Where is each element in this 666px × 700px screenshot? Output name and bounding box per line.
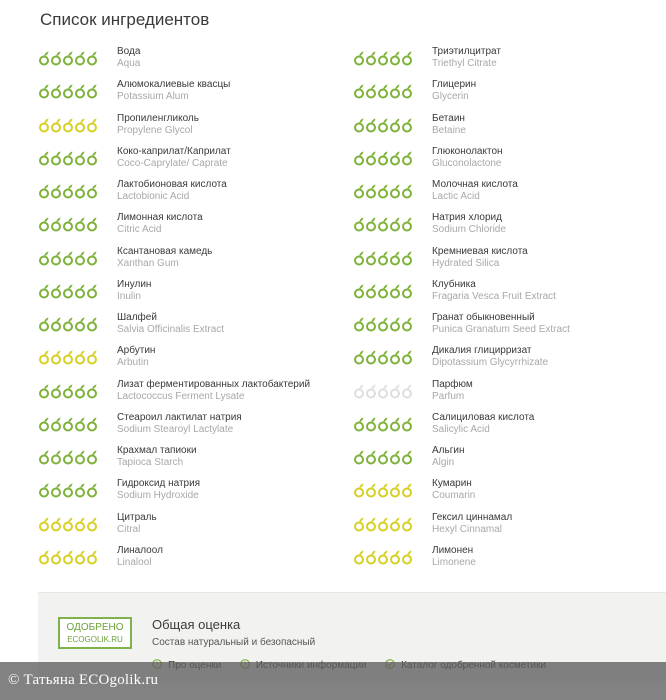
safety-rating-icon [353,549,413,565]
ingredient-names [117,246,212,270]
ingredient-name-ru: Арбутин [117,345,156,357]
ingredient-row[interactable] [353,244,666,277]
ingredient-name-ru: Гидроксид натрия [117,478,201,490]
ingredient-names [432,146,503,170]
ingredient-names [432,212,506,236]
ingredient-names [432,179,518,203]
ingredient-names [117,478,200,502]
safety-rating-icon [38,183,98,199]
ingredient-names [117,79,230,103]
ingredient-row[interactable] [353,377,666,410]
ingredient-name-ru: Пропиленгликоль [117,112,199,124]
ingredient-name-ru: Альгин [432,445,465,456]
ingredient-names [432,512,512,536]
ingredient-row[interactable] [353,144,666,177]
ingredient-name-ru: Лимонен [432,544,474,556]
ingredient-name-inci: Inulin [117,290,141,302]
ingredient-row[interactable] [353,510,666,543]
ingredient-name-ru: Шалфей [117,312,157,323]
ingredient-name-inci: Gluconolactone [432,157,502,169]
ingredient-names [432,412,534,436]
ingredient-row[interactable] [38,310,358,343]
safety-rating-icon [353,482,413,498]
ingredient-row[interactable] [353,310,666,343]
ingredient-row[interactable] [38,377,358,410]
safety-rating-icon [353,50,413,66]
ingredient-names [432,478,475,502]
ingredient-row[interactable] [353,210,666,243]
ingredient-row[interactable] [38,111,358,144]
ingredient-name-inci: Lactic Acid [432,191,480,202]
ingredient-names [117,512,157,536]
ingredient-names [432,279,556,303]
ingredient-names [432,345,548,369]
ingredient-row[interactable] [353,343,666,376]
ingredient-name-ru: Кумарин [432,478,472,490]
ingredient-name-ru: Алюмокалиевые квасцы [117,79,231,91]
ingredient-names [117,379,310,403]
safety-rating-icon [353,383,413,399]
watermark-bar [0,662,666,700]
ingredient-name-inci: Citric Acid [117,224,162,236]
ingredient-name-inci: Betaine [432,124,466,136]
ingredient-row[interactable] [353,111,666,144]
safety-rating-icon [353,83,413,99]
ingredient-names [117,179,227,203]
safety-rating-icon [353,117,413,133]
ingredient-names [117,212,203,236]
ingredient-name-ru: Ксантановая камедь [117,245,213,257]
ingredient-name-inci: Limonene [432,556,476,568]
safety-rating-icon [38,250,98,266]
safety-rating-icon [38,216,98,232]
ingredient-names [432,379,473,403]
ingredient-name-ru: Натрия хлорид [432,212,502,224]
ingredient-name-ru: Цитраль [117,511,157,523]
ingredient-name-inci: Algin [432,457,455,468]
ingredient-name-ru: Лактобионовая кислота [117,179,227,190]
ingredient-name-inci: Xanthan Gum [117,257,179,269]
ingredient-names [432,545,476,569]
ingredient-row[interactable] [38,476,358,509]
ingredient-column-left [38,44,358,576]
safety-rating-icon [38,416,98,432]
stamp-text: ОДОБРЕНО [66,622,124,633]
ingredient-name-inci: Coumarin [432,490,476,502]
ingredient-row[interactable] [38,44,358,77]
ingredient-names [117,312,224,336]
ingredient-name-ru: Линалоол [117,544,163,556]
ingredient-name-inci: Salvia Officinalis Extract [117,324,225,335]
ingredient-name-inci: Hexyl Cinnamal [432,523,503,535]
ingredient-row[interactable] [353,177,666,210]
ingredient-names [432,113,466,137]
ingredient-column-right [353,44,666,576]
ingredient-name-ru: Глицерин [432,79,477,91]
ingredient-name-inci: Coco-Caprylate/ Caprate [117,157,228,169]
safety-rating-icon [353,216,413,232]
ingredient-name-ru: Стеароил лактилат натрия [117,411,242,423]
ingredient-names [432,246,528,270]
ingredient-names [117,46,140,70]
safety-rating-icon [353,349,413,365]
ingredient-name-inci: Lactobionic Acid [117,191,190,202]
ingredient-name-inci: Hydrated Silica [432,257,500,269]
ingredient-name-inci: Lactococcus Ferment Lysate [117,390,245,402]
ingredient-names [117,445,197,469]
summary-title: Общая оценка [152,617,241,632]
safety-rating-icon [38,316,98,332]
safety-rating-icon [38,549,98,565]
safety-rating-icon [38,516,98,532]
ingredient-row[interactable] [38,543,358,576]
approved-stamp [58,617,132,649]
ingredient-row[interactable] [38,244,358,277]
ingredient-name-inci: Propylene Glycol [117,124,193,136]
safety-rating-icon [38,150,98,166]
safety-rating-icon [38,117,98,133]
ingredient-name-ru: Дикалия глицирризат [432,345,532,357]
watermark-text: © Татьяна ECOgolik.ru [8,672,159,688]
ingredient-row[interactable] [38,144,358,177]
ingredient-names [117,279,151,303]
ingredient-name-ru: Лимонная кислота [117,212,203,224]
ingredient-name-inci: Sodium Hydroxide [117,490,199,502]
ingredient-name-ru: Молочная кислота [432,179,518,190]
safety-rating-icon [38,349,98,365]
ingredient-row[interactable] [38,210,358,243]
ingredient-name-inci: Potassium Alum [117,91,189,103]
safety-rating-icon [38,449,98,465]
ingredient-name-ru: Лизат ферментированных лактобактерий [117,378,311,390]
ingredient-names [432,46,501,70]
ingredient-name-inci: Punica Granatum Seed Extract [432,324,570,335]
ingredient-row[interactable] [353,543,666,576]
ingredient-row[interactable] [353,77,666,110]
ingredient-name-ru: Коко-каприлат/Каприлат [117,145,231,157]
safety-rating-icon [38,50,98,66]
ingredient-name-ru: Парфюм [432,378,473,390]
safety-rating-icon [353,316,413,332]
ingredient-row[interactable] [38,410,358,443]
ingredient-row[interactable] [38,510,358,543]
ingredient-name-inci: Triethyl Citrate [432,58,497,69]
ingredient-name-inci: Arbutin [117,357,149,369]
ingredient-row[interactable] [38,277,358,310]
ingredient-row[interactable] [38,343,358,376]
ingredient-name-inci: Parfum [432,390,465,402]
ingredient-names [117,545,163,569]
ingredient-name-ru: Гексил циннамал [432,511,513,523]
ingredient-name-inci: Tapioca Starch [117,457,184,468]
ingredient-name-inci: Linalool [117,556,152,568]
ingredient-name-ru: Триэтилцитрат [432,46,501,57]
page-title: Список ингредиентов [40,10,210,29]
safety-rating-icon [38,383,98,399]
safety-rating-icon [38,283,98,299]
safety-rating-icon [353,150,413,166]
ingredient-name-inci: Fragaria Vesca Fruit Extract [432,290,556,302]
ingredient-name-inci: Aqua [117,58,141,69]
ingredient-row[interactable] [38,77,358,110]
ingredient-name-inci: Dipotassium Glycyrrhizate [432,357,549,369]
ingredient-names [117,412,242,436]
safety-rating-icon [353,250,413,266]
ingredient-name-ru: Крахмал тапиоки [117,445,197,456]
ingredient-name-ru: Гранат обыкновенный [432,312,535,323]
safety-rating-icon [353,516,413,532]
ingredient-name-ru: Бетаин [432,112,465,124]
ingredient-names [432,312,570,336]
ingredient-name-ru: Глюконолактон [432,145,503,157]
ingredient-name-ru: Вода [117,46,141,57]
ingredient-names [432,79,476,103]
safety-rating-icon [353,283,413,299]
ingredient-row[interactable] [38,443,358,476]
ingredient-name-inci: Sodium Stearoyl Lactylate [117,423,234,435]
ingredient-name-ru: Инулин [117,278,152,290]
ingredient-names [432,445,464,469]
stamp-site: ECOGOLIK.RU [67,635,123,644]
safety-rating-icon [353,416,413,432]
ingredient-row[interactable] [353,44,666,77]
safety-rating-icon [38,482,98,498]
ingredient-names [117,146,231,170]
ingredient-name-inci: Salicylic Acid [432,423,490,435]
ingredient-name-inci: Sodium Chloride [432,224,506,236]
ingredient-name-ru: Салициловая кислота [432,411,535,423]
ingredient-name-ru: Клубника [432,278,476,290]
ingredient-name-inci: Citral [117,523,141,535]
safety-rating-icon [353,449,413,465]
ingredient-name-inci: Glycerin [432,91,469,103]
safety-rating-icon [353,183,413,199]
ingredient-names [117,113,199,137]
ingredient-names [117,345,155,369]
summary-description: Состав натуральный и безопасный [152,637,316,648]
ingredient-name-ru: Кремниевая кислота [432,245,528,257]
safety-rating-icon [38,83,98,99]
ingredient-row[interactable] [353,410,666,443]
ingredient-row[interactable] [353,443,666,476]
ingredient-row[interactable] [353,277,666,310]
ingredient-row[interactable] [38,177,358,210]
ingredient-row[interactable] [353,476,666,509]
